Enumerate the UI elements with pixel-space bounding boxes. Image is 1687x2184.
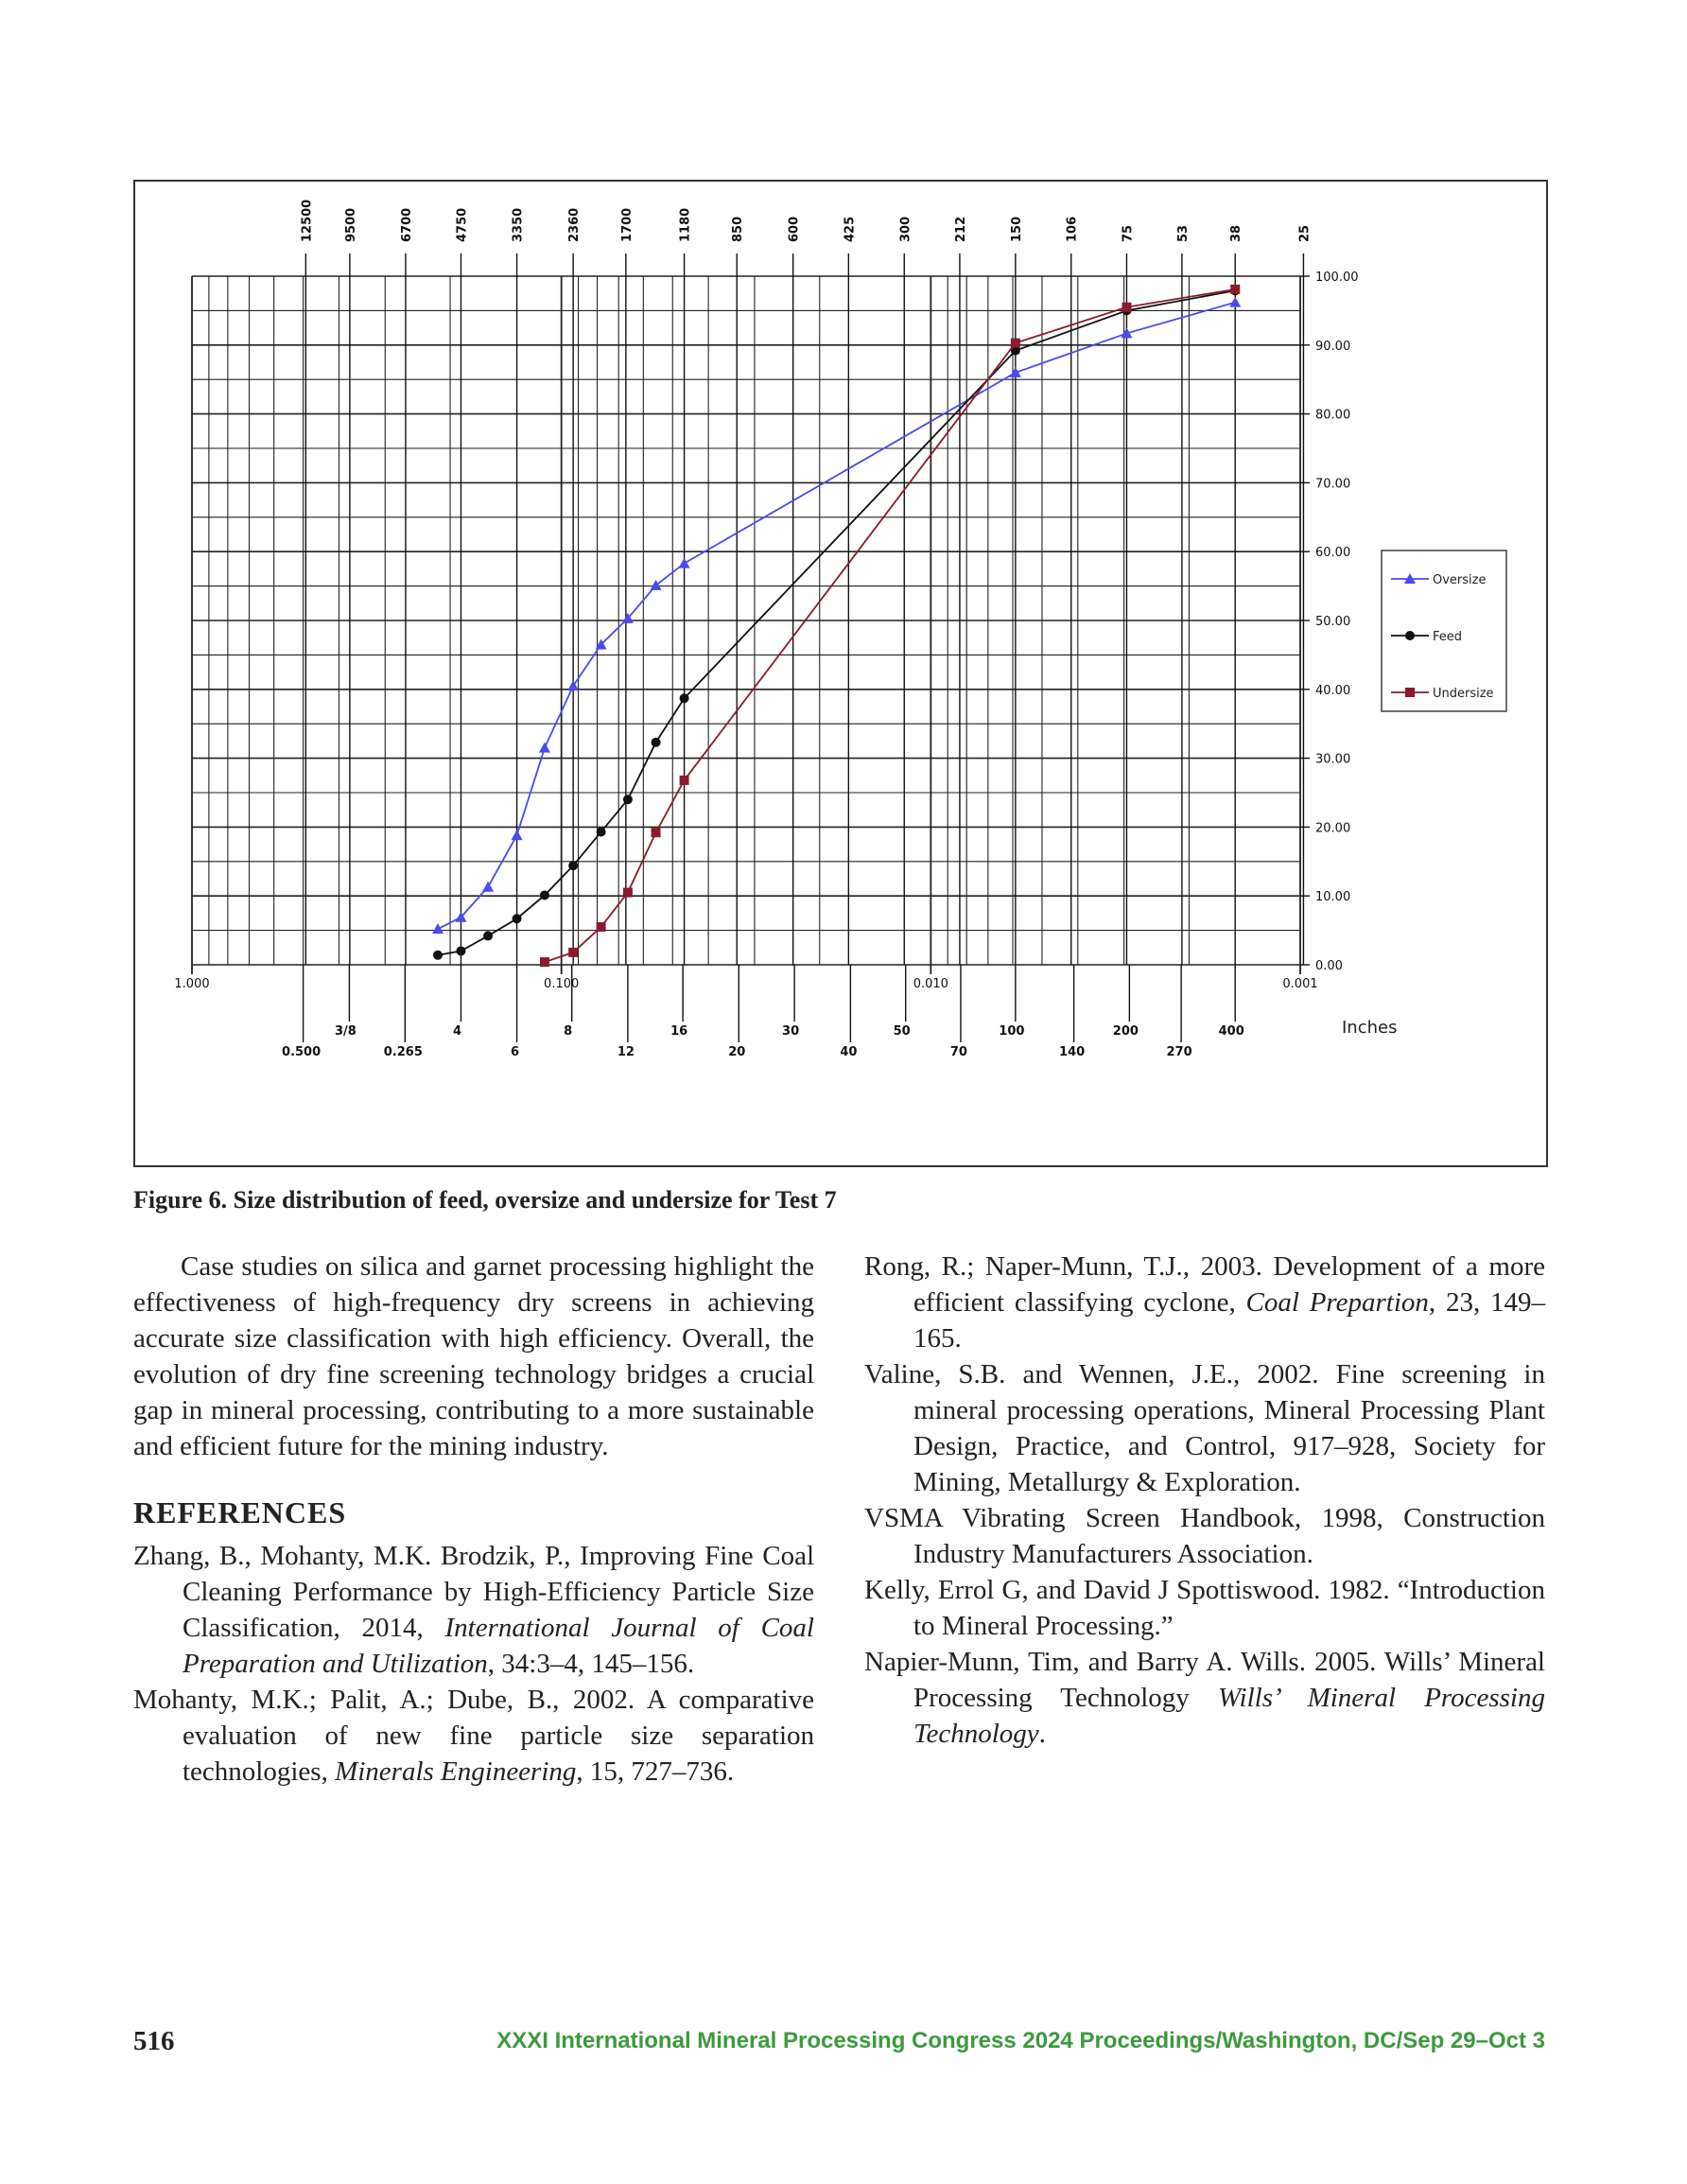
y-tick-label: 30.00 [1315,752,1351,767]
micron-tick-label: 4750 [455,207,470,242]
mesh-tick-label: 140 [1059,1045,1086,1059]
mesh-tick-label: 70 [949,1045,967,1059]
reference-text: Mohanty, M.K.; Palit, A.; Dube, B., 2002. A comparative evaluation of new fine particle size separation technologies, [133,1685,814,1787]
page-number: 516 [133,2026,175,2056]
reference-text: Kelly, Errol G, and David J Spottiswood. 1982. “Introduction to Mineral Processing.” [864,1575,1545,1641]
y-tick-label: 70.00 [1315,477,1351,492]
legend-label: Feed [1433,630,1463,644]
size-distribution-chart [135,182,1546,1165]
mesh-tick-label: 270 [1166,1045,1192,1059]
y-tick-label: 50.00 [1315,615,1351,629]
legend-label: Oversize [1433,573,1487,587]
x-unit-label: Inches [1342,1018,1398,1038]
reference-text: Napier-Munn, Tim, and Barry A. Wills. 2005. Wills’ Mineral Processing Technology [864,1647,1545,1713]
reference-item [864,1249,1545,1356]
micron-tick-label: 9500 [343,207,358,242]
micron-tick-label: 150 [1009,216,1024,242]
micron-tick-label: 1180 [678,207,693,242]
y-tick-label: 60.00 [1315,546,1351,561]
reference-item [864,1644,1545,1752]
y-tick-label: 80.00 [1315,408,1351,423]
mesh-tick-label: 12 [617,1045,635,1059]
feed-point [568,861,578,870]
oversize-point [539,743,550,753]
reference-item [864,1572,1545,1644]
feed-point [680,693,689,703]
micron-tick-label: 12500 [300,199,315,242]
micron-tick-label: 212 [953,216,968,242]
feed-point [597,827,606,836]
mesh-tick-label: 50 [893,1024,911,1039]
inch-tick-label: 0.010 [913,977,948,991]
undersize-point [597,922,606,932]
series-line-feed [438,290,1235,955]
undersize-point [1011,339,1020,348]
reference-tail: , 15, 727–736. [576,1756,735,1787]
undersize-point [568,948,578,957]
mesh-tick-label: 30 [782,1024,800,1039]
oversize-point [512,830,523,840]
legend-marker [1405,688,1415,697]
micron-tick-label: 6700 [399,207,414,242]
micron-tick-label: 38 [1229,224,1244,242]
legend-label: Undersize [1433,687,1494,701]
micron-tick-label: 2360 [567,207,583,242]
feed-point [652,738,661,747]
micron-tick-label: 300 [898,216,913,242]
inch-tick-label: 0.001 [1282,977,1318,991]
oversize-point [482,882,494,892]
micron-tick-label: 425 [843,216,858,242]
references-list-right [864,1249,1545,1752]
reference-item [133,1538,814,1682]
feed-point [456,946,465,955]
mesh-tick-label: 4 [452,1024,461,1039]
undersize-point [1122,303,1131,312]
reference-source: Coal Prepartion [1245,1287,1429,1318]
micron-tick-label: 53 [1175,224,1191,242]
reference-tail: , 34:3–4, 145–156. [487,1649,695,1679]
mesh-tick-label: 100 [999,1024,1025,1039]
mesh-tick-label: 200 [1112,1024,1139,1039]
reference-text: Valine, S.B. and Wennen, J.E., 2002. Fine screening in mineral processing operations, Mineral Processing Plant Design, Practice, and Control, 917–928, Society for Mining, Metallurgy & Exploration. [864,1359,1545,1497]
inch-tick-label: 1.000 [174,977,210,991]
mesh-tick-label: 400 [1218,1024,1244,1039]
feed-point [483,931,493,940]
reference-text: Zhang, B., Mohanty, M.K. Brodzik, P., Improving Fine Coal Cleaning Performance by High-Efficiency Particle Size Classification, 2014, [133,1541,814,1643]
reference-source: Minerals Engineering [335,1756,577,1787]
oversize-point [567,680,579,690]
mesh-tick-label: 40 [840,1045,858,1059]
feed-point [433,951,443,960]
reference-source: International Journal of Coal Preparation and Utilization [183,1613,814,1679]
mesh-tick-label: 16 [670,1024,688,1039]
mesh-tick-label: 6 [511,1045,520,1059]
undersize-point [1230,285,1240,294]
legend-marker [1405,631,1415,640]
figure-caption: Figure 6. Size distribution of feed, oversize and undersize for Test 7 [133,1186,837,1214]
micron-tick-label: 1700 [619,207,635,242]
inch-tick-label: 0.100 [544,977,580,991]
y-tick-label: 20.00 [1315,821,1351,836]
mesh-tick-label: 0.500 [282,1045,322,1059]
reference-tail: . [1038,1719,1046,1749]
y-tick-label: 40.00 [1315,683,1351,698]
mesh-tick-label: 20 [728,1045,746,1059]
mesh-tick-label: 8 [564,1024,573,1039]
series-line-oversize [438,303,1235,929]
y-tick-label: 100.00 [1315,271,1359,285]
mesh-tick-label: 3/8 [334,1024,357,1039]
undersize-point [540,957,549,967]
oversize-point [1010,367,1021,377]
y-tick-label: 90.00 [1315,339,1351,354]
reference-item [133,1682,814,1790]
undersize-point [623,888,633,898]
micron-tick-label: 3350 [511,207,526,242]
y-tick-label: 0.00 [1315,959,1343,973]
left-column [133,1249,814,1790]
micron-tick-label: 75 [1121,224,1136,242]
reference-text: VSMA Vibrating Screen Handbook, 1998, Construction Industry Manufacturers Association. [864,1503,1545,1569]
right-column [864,1249,1545,1752]
reference-text: Rong, R.; Naper-Munn, T.J., 2003. Development of a more efficient classifying cyclone, [864,1251,1545,1318]
oversize-point [679,558,690,568]
micron-tick-label: 600 [787,216,802,242]
oversize-point [432,923,443,934]
mesh-tick-label: 0.265 [383,1045,423,1059]
feed-point [540,890,549,900]
references-list-left [133,1538,814,1790]
body-paragraph: Case studies on silica and garnet processing highlight the effectiveness of high-frequency dry screens in achieving accurate size classification with high efficiency. Overall, the evolution of dry fine screening technology bridges a crucial gap in mineral processing, contributing to a more sustainable and efficient future for the mining industry. [133,1251,814,1461]
y-tick-label: 10.00 [1315,890,1351,905]
oversize-point [1229,297,1241,307]
reference-item [864,1500,1545,1572]
references-heading: REFERENCES [133,1495,347,1529]
undersize-point [680,776,689,785]
feed-point [623,795,633,804]
figure-6 [133,180,1548,1167]
micron-tick-label: 25 [1297,224,1313,242]
reference-source: Wills’ Mineral Processing Technology [913,1683,1545,1749]
undersize-point [652,828,661,837]
micron-tick-label: 850 [731,216,746,242]
micron-tick-label: 106 [1065,216,1080,242]
footer-proceedings-title: XXXI International Mineral Processing Congress 2024 Proceedings/Washington, DC/Sep 29–Oct 3 [496,2028,1545,2053]
feed-point [513,914,522,923]
reference-item [864,1356,1545,1500]
reference-tail: , 23, 149–165. [913,1287,1545,1354]
